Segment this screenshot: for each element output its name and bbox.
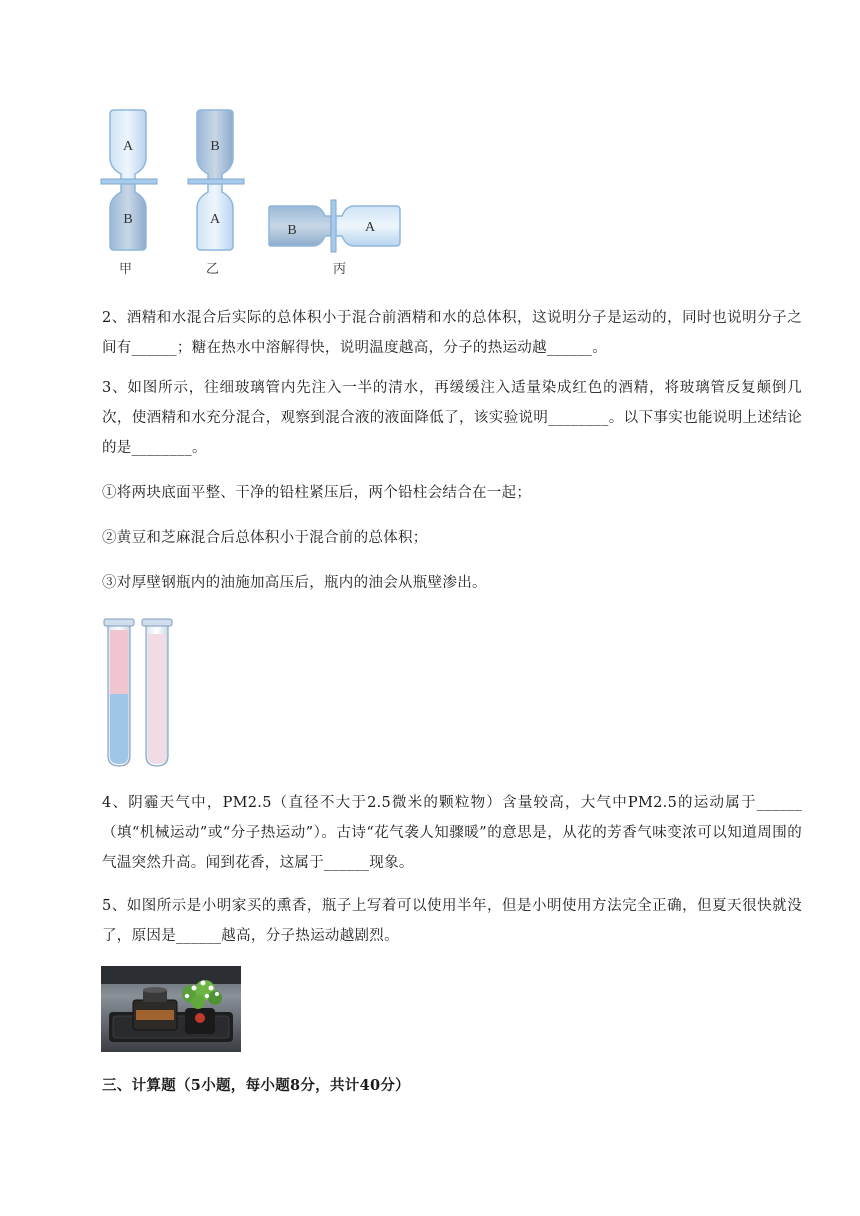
setup-bing bbox=[269, 200, 400, 252]
question-2: 2、酒精和水混合后实际的总体积小于混合前酒精和水的总体积，这说明分子是运动的，同时也说明分子之间有______；糖在热水中溶解得快，说明温度越高，分子的热运动越______。 bbox=[102, 310, 802, 356]
q3-option-3: ③对厚壁钢瓶内的油施加高压后，瓶内的油会从瓶壁渗出。 bbox=[102, 575, 487, 591]
test-tube-before bbox=[104, 619, 134, 766]
question-4: 4、阴霾天气中，PM2.5（直径不大于2.5微米的颗粒物）含量较高，大气中PM2.5的运动属于______（填“机械运动”或“分子热运动”）。古诗“花气袭人知骤暖”的意思是，从花的芳香气味变浓可以知道周围的气温突然升高。闻到花香，这属于______现象。 bbox=[102, 795, 802, 871]
bottle-label: B bbox=[123, 212, 133, 227]
q3-option-1: ①将两块底面平整、干净的铅柱紧压后，两个铅柱会结合在一起； bbox=[102, 485, 532, 501]
test-tube-after bbox=[142, 619, 172, 766]
figure-label-bing: 丙 bbox=[333, 262, 347, 277]
test-tubes-figure bbox=[100, 616, 180, 771]
figure-label-jia: 甲 bbox=[119, 262, 133, 277]
q3-option-2: ②黄豆和芝麻混合后总体积小于混合前的总体积； bbox=[102, 530, 428, 546]
setup-jia bbox=[101, 110, 157, 250]
question-5: 5、如图所示是小明家买的熏香，瓶子上写着可以使用半年，但是小明使用方法完全正确，但夏天很快就没了，原因是______越高，分子热运动越剧烈。 bbox=[102, 898, 802, 944]
figure-label-yi: 乙 bbox=[206, 262, 220, 277]
bottle-label: A bbox=[209, 212, 221, 227]
bottle-label: A bbox=[122, 139, 134, 154]
setup-yi bbox=[188, 110, 244, 250]
bottle-label: B bbox=[210, 139, 220, 154]
bottle-label: A bbox=[364, 220, 376, 235]
section-3-title: 三、计算题（5小题，每小题8分，共计40分） bbox=[102, 1077, 410, 1094]
bottle-label: B bbox=[287, 223, 297, 238]
question-3: 3、如图所示，往细玻璃管内先注入一半的清水，再缓缓注入适量染成红色的酒精，将玻璃管反复颠倒几次，使酒精和水充分混合，观察到混合液的液面降低了，该实验说明________。以下事实也能说明上述结论的是________。 bbox=[102, 380, 802, 456]
car-incense-photo bbox=[101, 966, 241, 1052]
gas-diffusion-figure bbox=[95, 108, 415, 283]
